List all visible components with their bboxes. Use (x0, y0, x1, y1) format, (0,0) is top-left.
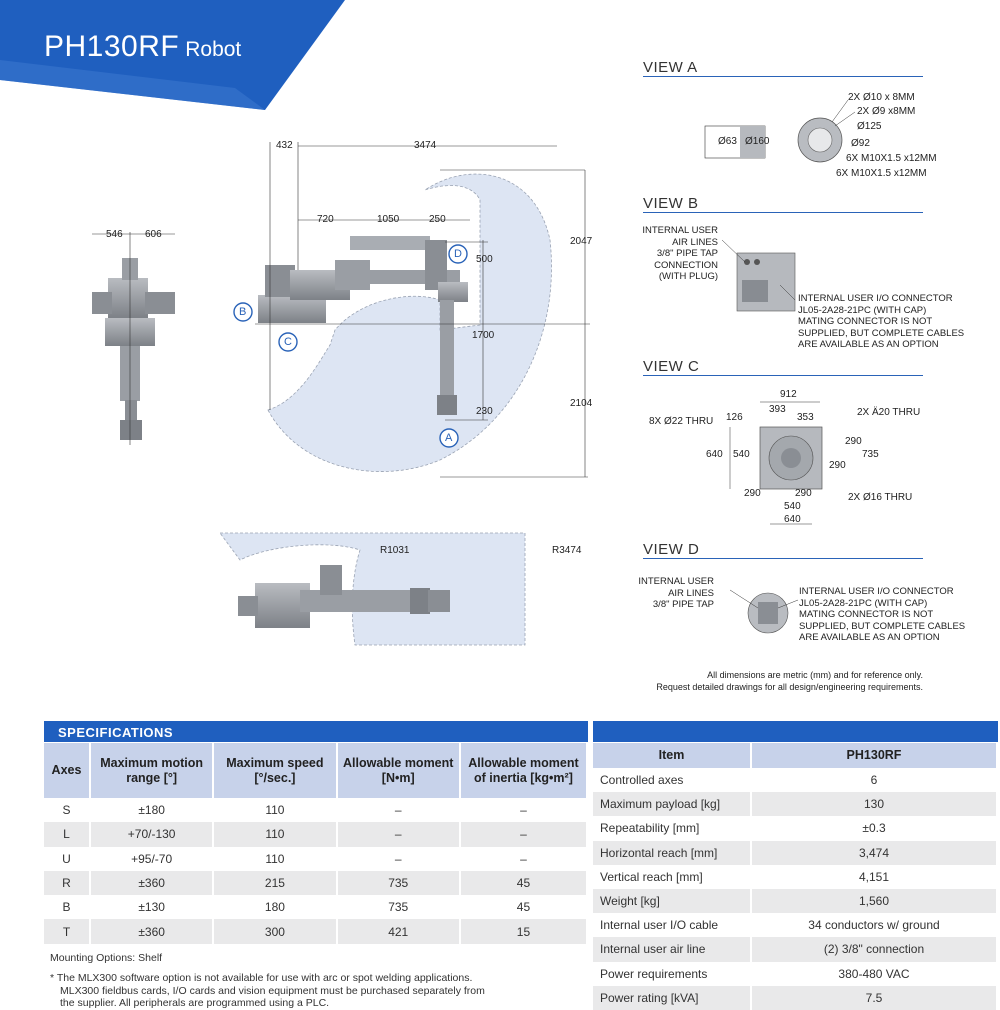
spec-col-moment: Allowable moment [N•m] (337, 743, 460, 798)
view-c-dim-290a: 290 (845, 436, 862, 447)
view-d-air-note: INTERNAL USER AIR LINES 3/8" PIPE TAP (638, 576, 714, 610)
item-table (593, 743, 998, 1010)
table-row: T ±360 300 421 15 (44, 919, 587, 943)
view-a-rule (643, 76, 923, 77)
table-row: Internal user I/O cable 34 conductors w/ ground (593, 913, 997, 937)
dim-230: 230 (476, 406, 493, 417)
spec-col-range: Maximum motion range [°] (90, 743, 213, 798)
view-c-dim-640-left: 640 (706, 449, 723, 460)
view-d-rule (643, 558, 923, 559)
table-row: Vertical reach [mm] 4,151 (593, 865, 997, 889)
view-b-air-note: INTERNAL USER AIR LINES 3/8" PIPE TAP CONNECTION (WITH PLUG) (642, 225, 718, 282)
view-c-dim-290c: 290 (744, 488, 761, 499)
view-c-thru-16: 2X Ø16 THRU (848, 492, 913, 503)
view-d-io-note: INTERNAL USER I/O CONNECTOR JL05-2A28-21PC (WITH CAP) MATING CONNECTOR IS NOT SUPPLIED, BUT COMPLETE CABLES ARE AVAILABLE AS AN OPTION (799, 586, 966, 643)
view-c-dim-353: 353 (797, 412, 814, 423)
spec-col-inertia: Allowable moment of inertia [kg•m²] (460, 743, 587, 798)
spec-col-axes: Axes (44, 743, 90, 798)
view-d-drawing (730, 590, 798, 633)
view-c-dim-540-bottom: 540 (784, 501, 801, 512)
dim-250: 250 (429, 214, 446, 225)
view-c-dim-640-bottom: 640 (784, 514, 801, 525)
dim-1050: 1050 (377, 214, 400, 225)
table-row: Maximum payload [kg] 130 (593, 792, 997, 816)
marker-b: B (239, 306, 247, 318)
view-c-dim-912: 912 (780, 389, 797, 400)
view-a-callout-6: 6X M10X1.5 x12MM (836, 168, 927, 179)
item-col-item: Item (593, 743, 751, 768)
table-row: Weight [kg] 1,560 (593, 889, 997, 913)
model-subtitle: Robot (185, 38, 242, 61)
dimension-disclaimer: All dimensions are metric (mm) and for reference only. Request detailed drawings for all design/engineering requirements. (656, 670, 923, 692)
view-c-title: VIEW C (643, 358, 700, 375)
table-row: Repeatability [mm] ±0.3 (593, 816, 997, 840)
dim-432: 432 (276, 140, 293, 151)
view-c-dim-540-left: 540 (733, 449, 750, 460)
table-row: Controlled axes 6 (593, 768, 997, 792)
dim-720: 720 (317, 214, 334, 225)
view-b-drawing (722, 240, 795, 311)
view-b-title: VIEW B (643, 195, 699, 212)
item-col-model: PH130RF (751, 743, 997, 768)
view-a-callout-5: 6X M10X1.5 x12MM (846, 153, 937, 164)
table-row: S ±180 110 – – (44, 798, 587, 822)
table-row: Power rating [kVA] 7.5 (593, 986, 997, 1010)
view-b-io-note: INTERNAL USER I/O CONNECTOR JL05-2A28-21PC (WITH CAP) MATING CONNECTOR IS NOT SUPPLIED, BUT COMPLETE CABLES ARE AVAILABLE AS AN OPTION (798, 293, 965, 350)
table-row: B ±130 180 735 45 (44, 895, 587, 919)
dim-3474: 3474 (414, 140, 437, 151)
view-c-thru-20: 2X Ä20 THRU (857, 407, 921, 418)
dim-1700: 1700 (472, 330, 495, 341)
front-dim-left: 546 (106, 229, 123, 240)
table-row: Power requirements 380-480 VAC (593, 962, 997, 986)
view-c-dim-290d: 290 (795, 488, 812, 499)
view-c-dim-735: 735 (862, 449, 879, 460)
dim-500: 500 (476, 254, 493, 265)
table-row: U +95/-70 110 – – (44, 847, 587, 871)
marker-c: C (284, 336, 292, 348)
view-a-callout-3: Ø125 (857, 121, 882, 132)
table-row: R ±360 215 735 45 (44, 871, 587, 895)
table-row: L +70/-130 110 – – (44, 822, 587, 846)
view-d-title: VIEW D (643, 541, 700, 558)
mounting-options: Mounting Options: Shelf (50, 952, 163, 964)
item-table-bar (593, 721, 998, 742)
view-a-title: VIEW A (643, 59, 698, 76)
view-a-callout-2: 2X Ø9 x8MM (857, 106, 916, 117)
front-view-robot (92, 232, 175, 445)
specifications-header: SPECIFICATIONS (44, 721, 588, 742)
spec-col-speed: Maximum speed [°/sec.] (213, 743, 336, 798)
radius-inner: R1031 (380, 545, 410, 556)
view-c-dim-290b: 290 (829, 460, 846, 471)
software-footnote: * The MLX300 software option is not available for use with arc or spot welding applications. MLX300 fieldbus cards, I/O cards and vision equipment must be purchased separately from the supplier. All peripherals are programmed using a PLC. (50, 972, 485, 1009)
dim-2047: 2047 (570, 236, 593, 247)
view-a-callout-4: Ø92 (851, 138, 870, 149)
marker-d: D (454, 248, 462, 260)
model-name: PH130RF (44, 30, 180, 63)
marker-a: A (445, 432, 453, 444)
specifications-table (44, 743, 588, 944)
radius-outer: R3474 (552, 545, 582, 556)
view-c-dim-126: 126 (726, 412, 743, 423)
view-a-dim-63: Ø63 (718, 136, 737, 147)
view-b-rule (643, 212, 923, 213)
view-c-thru-22: 8X Ø22 THRU (649, 416, 714, 427)
table-row: Internal user air line (2) 3/8" connection (593, 937, 997, 961)
dim-2104: 2104 (570, 398, 593, 409)
view-a-dim-160: Ø160 (745, 136, 770, 147)
view-a-drawing (705, 100, 855, 162)
table-row: Horizontal reach [mm] 3,474 (593, 841, 997, 865)
view-c-dim-393: 393 (769, 404, 786, 415)
view-a-callout-1: 2X Ø10 x 8MM (848, 92, 915, 103)
front-dim-right: 606 (145, 229, 162, 240)
view-c-rule (643, 375, 923, 376)
